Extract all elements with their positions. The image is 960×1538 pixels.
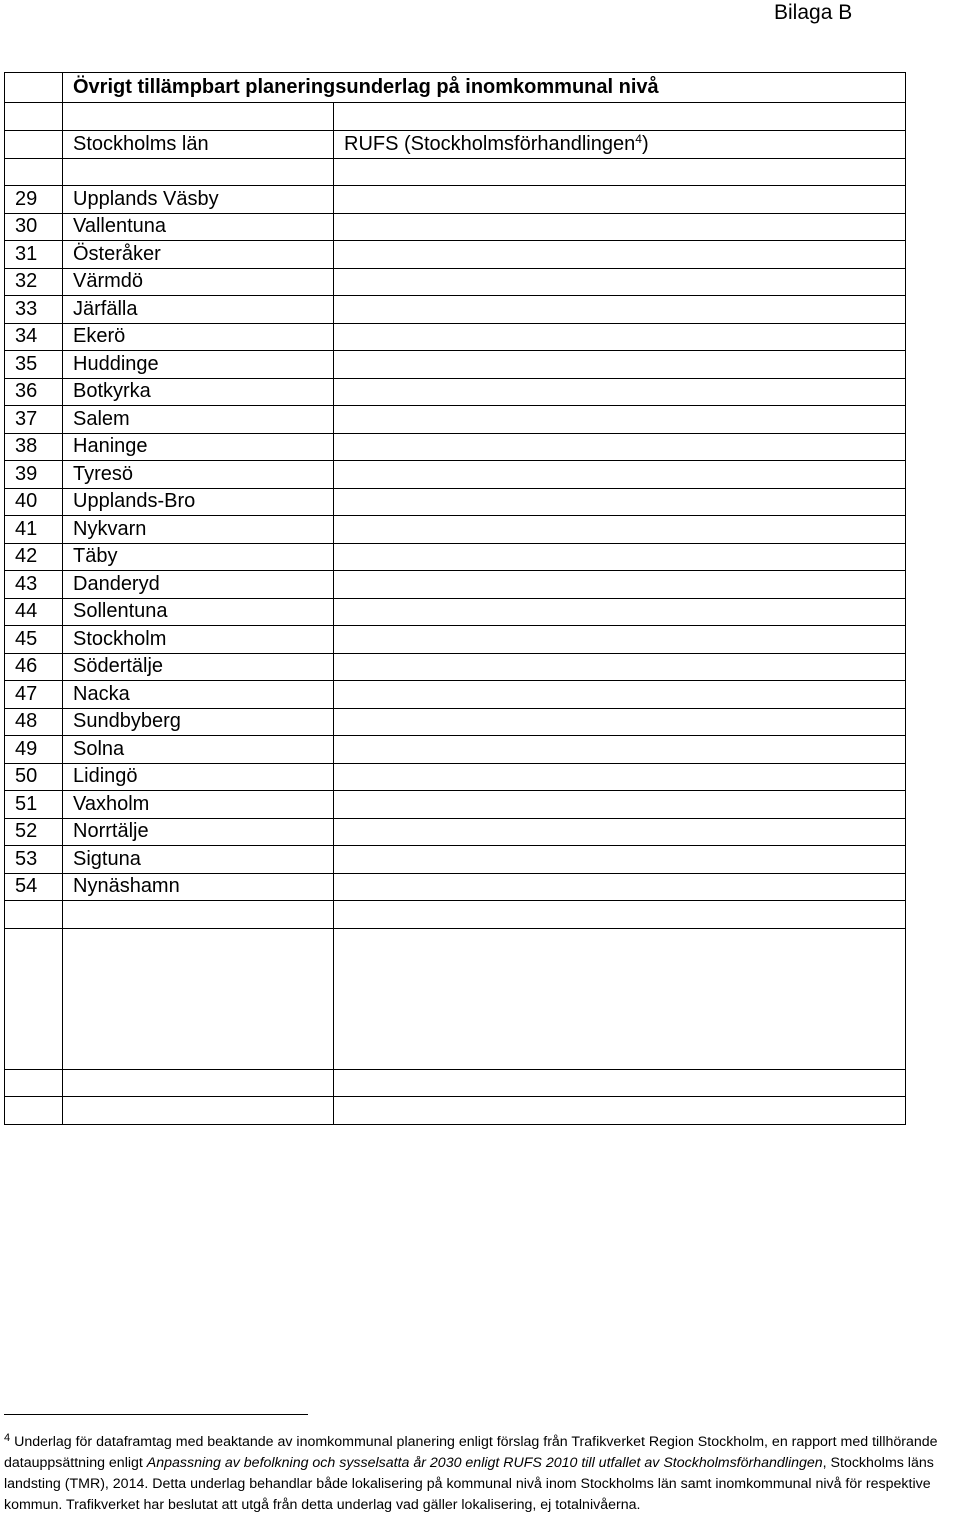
table-row [5, 323, 906, 351]
empty-row [5, 158, 906, 186]
municipality-number: 42 [5, 543, 63, 571]
municipality-name: Järfälla [63, 296, 334, 324]
table-row [5, 681, 906, 709]
table-row [5, 653, 906, 681]
municipality-name: Norrtälje [63, 818, 334, 846]
municipality-name: Sigtuna [63, 846, 334, 874]
municipality-name: Huddinge [63, 351, 334, 379]
municipality-name: Upplands-Bro [63, 488, 334, 516]
table-row [5, 708, 906, 736]
municipality-name: Täby [63, 543, 334, 571]
table-row [5, 241, 906, 269]
municipality-number: 51 [5, 791, 63, 819]
municipality-name: Botkyrka [63, 378, 334, 406]
footnote-mark: 4 [4, 1432, 11, 1444]
municipality-name: Nacka [63, 681, 334, 709]
municipality-number: 36 [5, 378, 63, 406]
empty-row [5, 1069, 906, 1097]
municipality-number: 46 [5, 653, 63, 681]
empty-row [5, 103, 906, 131]
municipality-name: Lidingö [63, 763, 334, 791]
municipality-number: 37 [5, 406, 63, 434]
municipality-name: Södertälje [63, 653, 334, 681]
municipality-number: 35 [5, 351, 63, 379]
table-row [5, 268, 906, 296]
municipality-name: Vallentuna [63, 213, 334, 241]
municipality-number: 29 [5, 186, 63, 214]
municipality-number: 38 [5, 433, 63, 461]
municipality-name: Nykvarn [63, 516, 334, 544]
header-row [5, 130, 906, 158]
municipality-name: Vaxholm [63, 791, 334, 819]
table-row [5, 543, 906, 571]
table-row [5, 818, 906, 846]
municipality-number: 50 [5, 763, 63, 791]
table-row [5, 296, 906, 324]
empty-row [5, 928, 906, 1069]
municipality-number: 45 [5, 626, 63, 654]
table-row [5, 406, 906, 434]
municipality-number: 43 [5, 571, 63, 599]
table-title: Övrigt tillämpbart planeringsunderlag på inomkommunal nivå [63, 73, 906, 103]
municipality-name: Värmdö [63, 268, 334, 296]
municipality-number: 53 [5, 846, 63, 874]
municipality-name: Österåker [63, 241, 334, 269]
table-row [5, 213, 906, 241]
municipality-number: 34 [5, 323, 63, 351]
source-label: RUFS (Stockholmsförhandlingen$^4$) [334, 130, 906, 158]
municipality-number: 31 [5, 241, 63, 269]
region-label: Stockholms län [63, 130, 334, 158]
table-row [5, 378, 906, 406]
municipality-name: Tyresö [63, 461, 334, 489]
municipality-name: Nynäshamn [63, 873, 334, 901]
municipality-name: Salem [63, 406, 334, 434]
footnote-separator [4, 1414, 308, 1415]
municipality-number: 52 [5, 818, 63, 846]
municipality-number: 40 [5, 488, 63, 516]
table-row [5, 461, 906, 489]
municipality-name: Haninge [63, 433, 334, 461]
title-row [5, 73, 906, 103]
footnote: $^4$ Underlag för dataframtag med beaktande av inomkommunal planering enligt förslag från Trafikverket Region Stockholm, en rapport med tillhörande datauppsättning enligt Anpassning av befolkning och sysselsatta år 2030 enligt RUFS 2010 till utfallet av Stockholmsförhandlingen, Stockholms läns landsting (TMR), 2014. Detta underlag behandlar både lokalisering på kommunal nivå inom Stockholms län samt inomkommunal nivå för respektive kommun. Trafikverket har beslutat att utgå från detta underlag vad gäller lokalisering, ej totalnivåerna. [4, 1432, 938, 1513]
table-row [5, 186, 906, 214]
municipality-number: 44 [5, 598, 63, 626]
table-row [5, 571, 906, 599]
footnote-ref: 4 [635, 131, 642, 146]
table-row [5, 488, 906, 516]
table-row [5, 598, 906, 626]
table-row [5, 433, 906, 461]
table-row [5, 846, 906, 874]
municipality-name: Upplands Väsby [63, 186, 334, 214]
table-row [5, 873, 906, 901]
municipality-number: 39 [5, 461, 63, 489]
annex-label: Bilaga B [774, 1, 853, 24]
report-title: Anpassning av befolkning och sysselsatta år 2030 enligt RUFS 2010 till utfallet av Stockholmsförhandlingen [146, 1455, 823, 1471]
municipality-number: 30 [5, 213, 63, 241]
table-row [5, 516, 906, 544]
municipality-name: Solna [63, 736, 334, 764]
empty-row [5, 1097, 906, 1125]
table-row [5, 351, 906, 379]
municipality-number: 33 [5, 296, 63, 324]
municipality-name: Danderyd [63, 571, 334, 599]
municipality-number: 48 [5, 708, 63, 736]
municipality-name: Sollentuna [63, 598, 334, 626]
table-row [5, 791, 906, 819]
table-row [5, 736, 906, 764]
municipality-number: 41 [5, 516, 63, 544]
empty-row [5, 901, 906, 929]
municipality-number: 47 [5, 681, 63, 709]
municipality-name: Stockholm [63, 626, 334, 654]
table-row [5, 763, 906, 791]
planning-table [4, 72, 906, 1125]
municipality-number: 49 [5, 736, 63, 764]
municipality-name: Sundbyberg [63, 708, 334, 736]
municipality-number: 32 [5, 268, 63, 296]
municipality-name: Ekerö [63, 323, 334, 351]
municipality-number: 54 [5, 873, 63, 901]
table-row [5, 626, 906, 654]
